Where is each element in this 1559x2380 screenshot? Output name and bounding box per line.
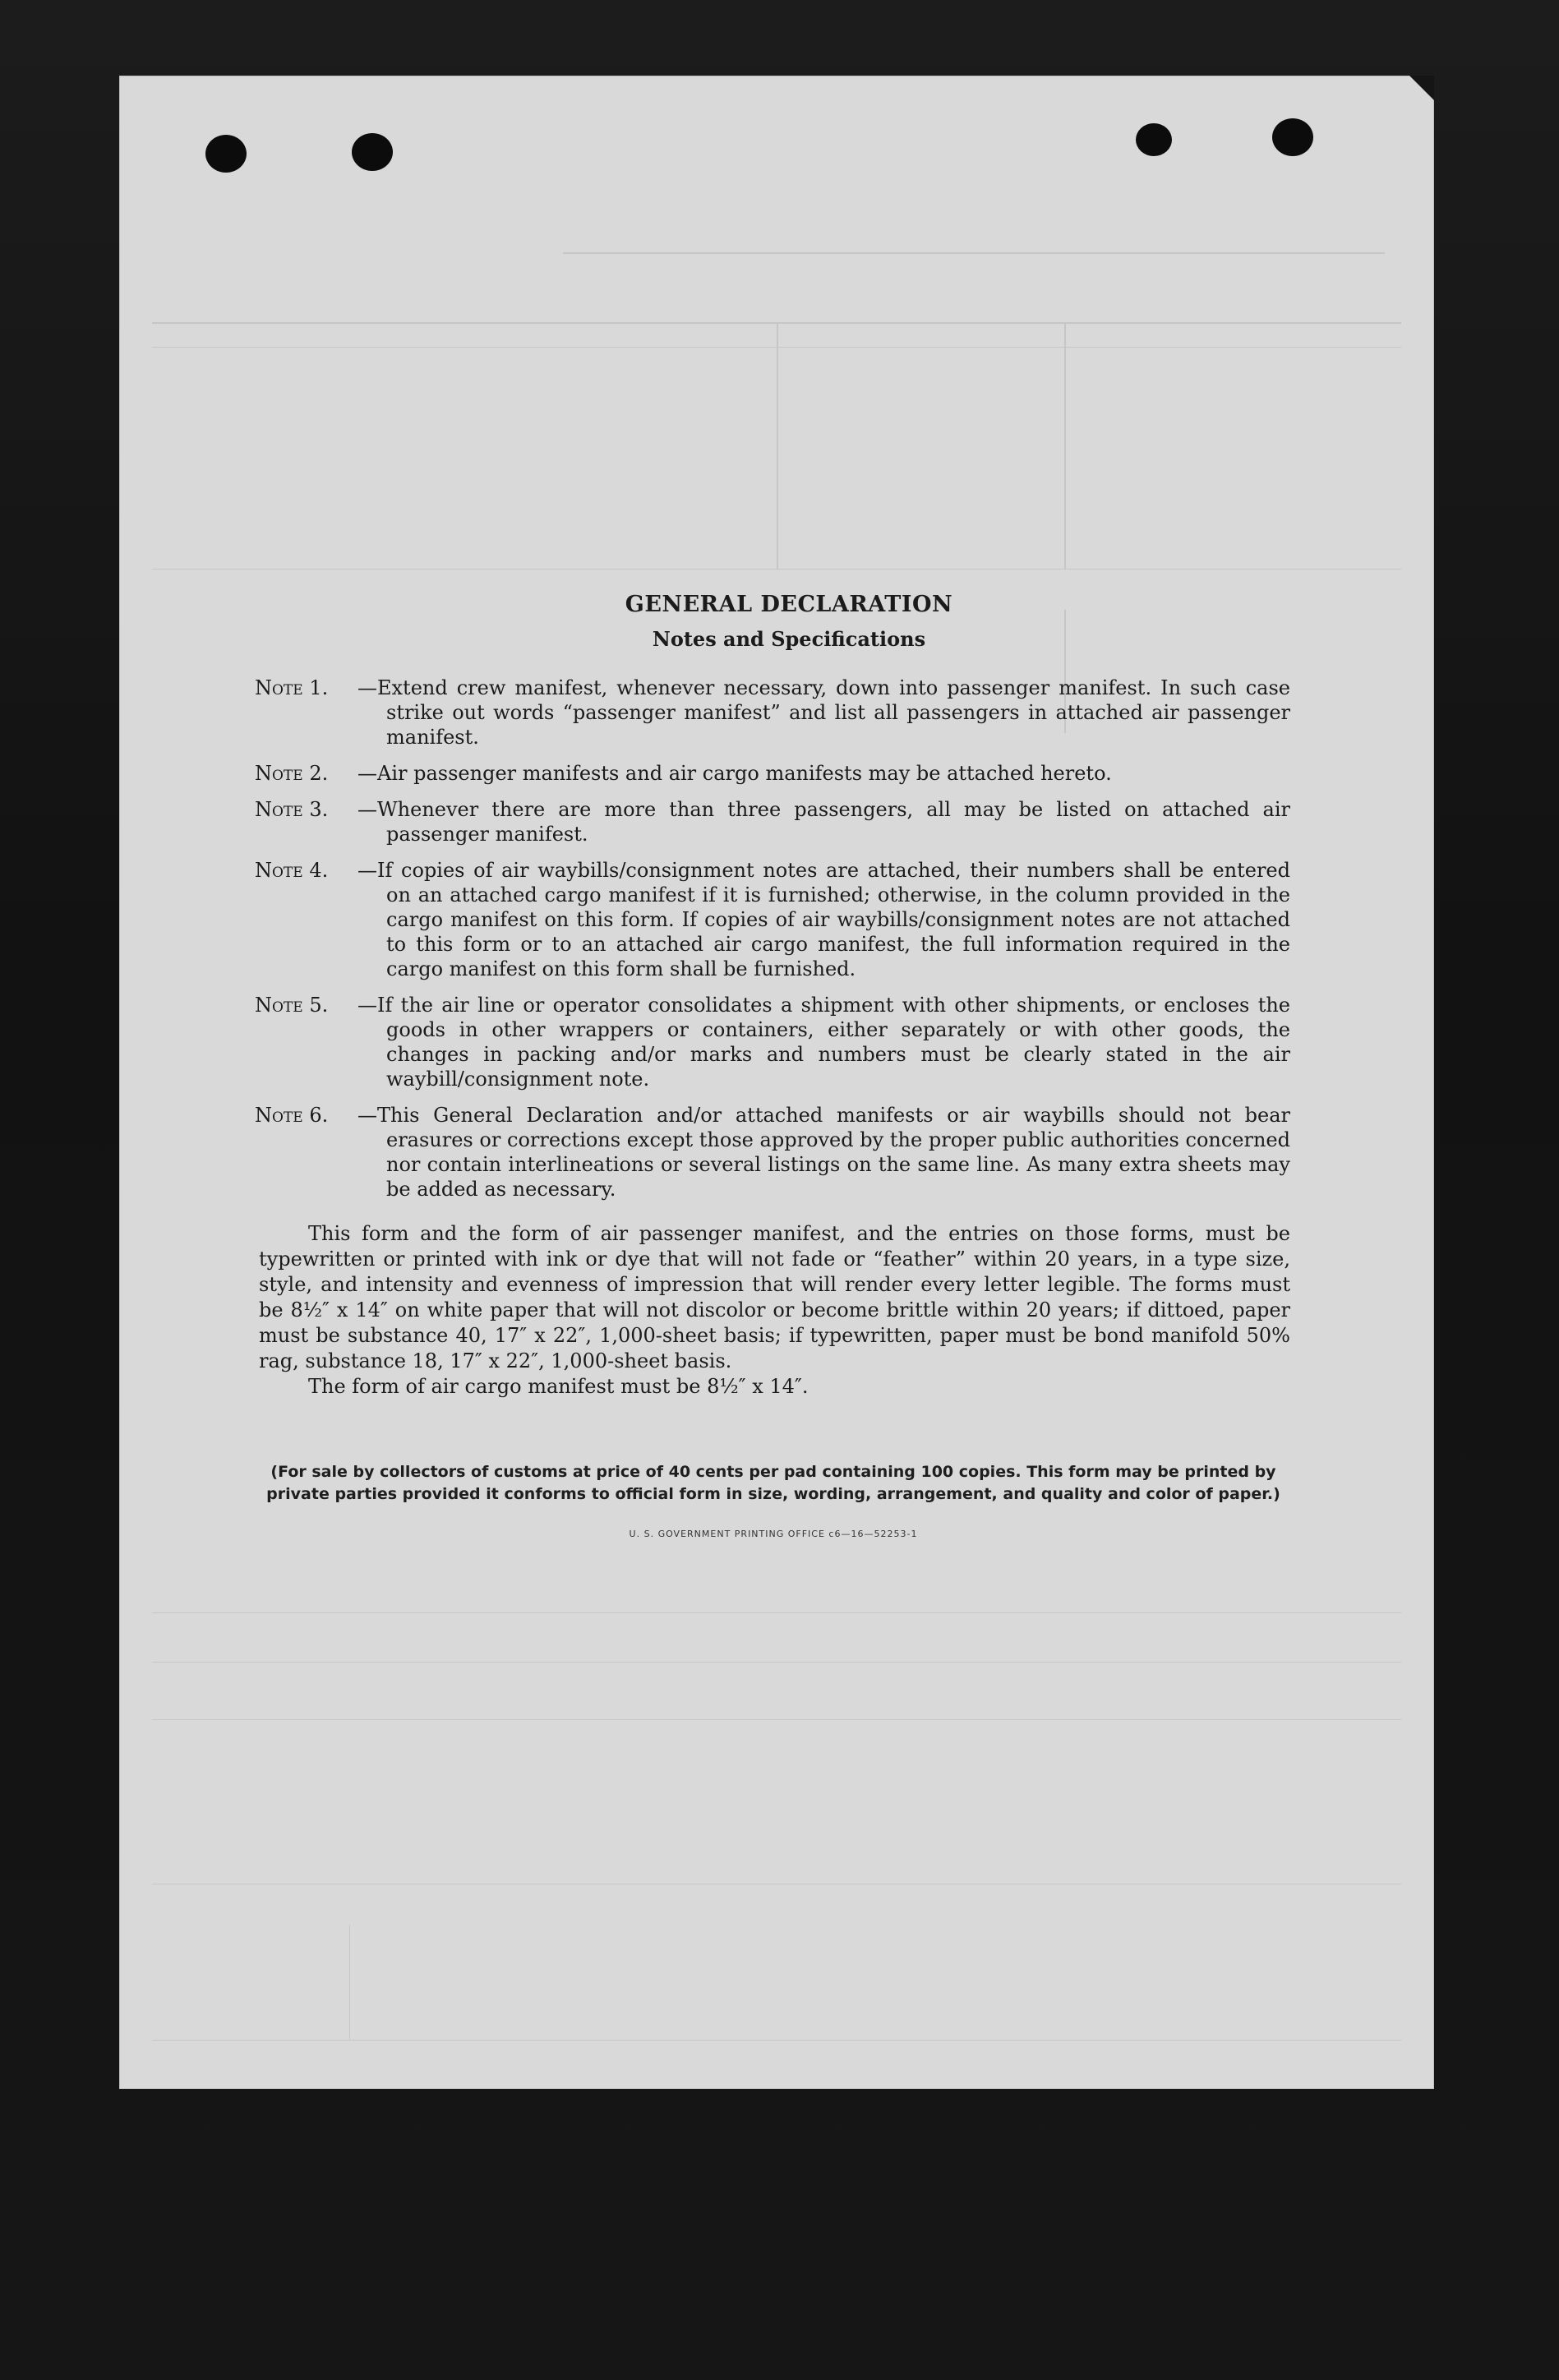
note-2 [255,761,1290,786]
sale-note: (For sale by collectors of customs at price of 40 cents per pad containing 100 copies. This form may be printed by private parties provided it conforms to official form in size, wording, arrangement, and quality and color of paper.) [266,1463,1280,1503]
bleed-through-rule [563,252,1385,254]
note-label: Note 1. [255,676,329,699]
note-6 [255,1103,1290,1202]
note-label: Note 3. [255,798,329,821]
note-label: Note 4. [255,859,329,882]
page-subtitle: Notes and Specifications [652,627,926,651]
punch-hole-left-1 [205,135,247,173]
punch-hole-right-1 [1136,123,1172,156]
page-title: GENERAL DECLARATION [625,592,953,617]
note-5 [255,993,1290,1091]
cargo-manifest-size-paragraph: The form of air cargo manifest must be 8½″ x 14″. [308,1375,809,1398]
bleed-through-rule [152,2040,1401,2041]
bleed-through-rule [1064,322,1066,569]
note-3 [255,797,1290,846]
note-1 [255,676,1290,750]
note-text: —Air passenger manifests and air cargo manifests may be attached hereto. [357,762,1112,785]
form-specification-paragraph: This form and the form of air passenger manifest, and the entries on those forms, must be typewritten or printed with ink or dye that will not fade or “feather” within 20 years, in a type size, style, and intensity and evenness of impression that will render every letter legible. The forms must be 8½″ x 14″ on white paper that will not discolor or become brittle within 20 years; if dittoed, paper must be substance 40, 17″ x 22″, 1,000-sheet basis; if typewritten, paper must be bond manifold 50% rag, substance 18, 17″ x 22″, 1,000-sheet basis. [259,1222,1290,1372]
note-text: —Extend crew manifest, whenever necessary, down into passenger manifest. In such case strike out words “passenger manifest” and list all passengers in attached air passenger manifest. [357,676,1290,749]
note-text: —If the air line or operator consolidates a shipment with other shipments, or encloses the goods in other wrappers or containers, either separately or with other goods, the changes in packing and/or marks and numbers must be clearly stated in the air waybill/consignment note. [357,994,1290,1091]
note-text: —If copies of air waybills/consignment notes are attached, their numbers shall be entered on an attached cargo manifest if it is furnished; otherwise, in the column provided in the cargo manifest on this form. If copies of air waybills/consignment notes are not attached to this form or to an attached air cargo manifest, the full information required in the cargo manifest on this form shall be furnished. [357,859,1290,980]
bleed-through-rule [349,1925,350,2040]
punch-hole-right-2 [1272,118,1313,156]
note-text: —This General Declaration and/or attached manifests or air waybills should not bear erasures or corrections except those approved by the proper public authorities concerned nor contain interlineations or several listings on the same line. As many extra sheets may be added as necessary. [357,1104,1290,1201]
note-text: —Whenever there are more than three passengers, all may be listed on attached air passenger manifest. [357,798,1290,846]
bleed-through-rule [152,569,1401,570]
bleed-through-rule [152,1662,1401,1663]
note-label: Note 5. [255,994,329,1017]
note-4 [255,858,1290,981]
bleed-through-rule [777,322,778,569]
general-declaration-notes [255,592,1290,1400]
note-label: Note 6. [255,1104,329,1127]
note-label: Note 2. [255,762,329,785]
punch-hole-left-2 [352,133,393,171]
bleed-through-rule [152,1612,1401,1613]
bleed-through-rule [152,1719,1401,1720]
printing-office-imprint: U. S. GOVERNMENT PRINTING OFFICE c6—16—52253-1 [629,1529,918,1539]
